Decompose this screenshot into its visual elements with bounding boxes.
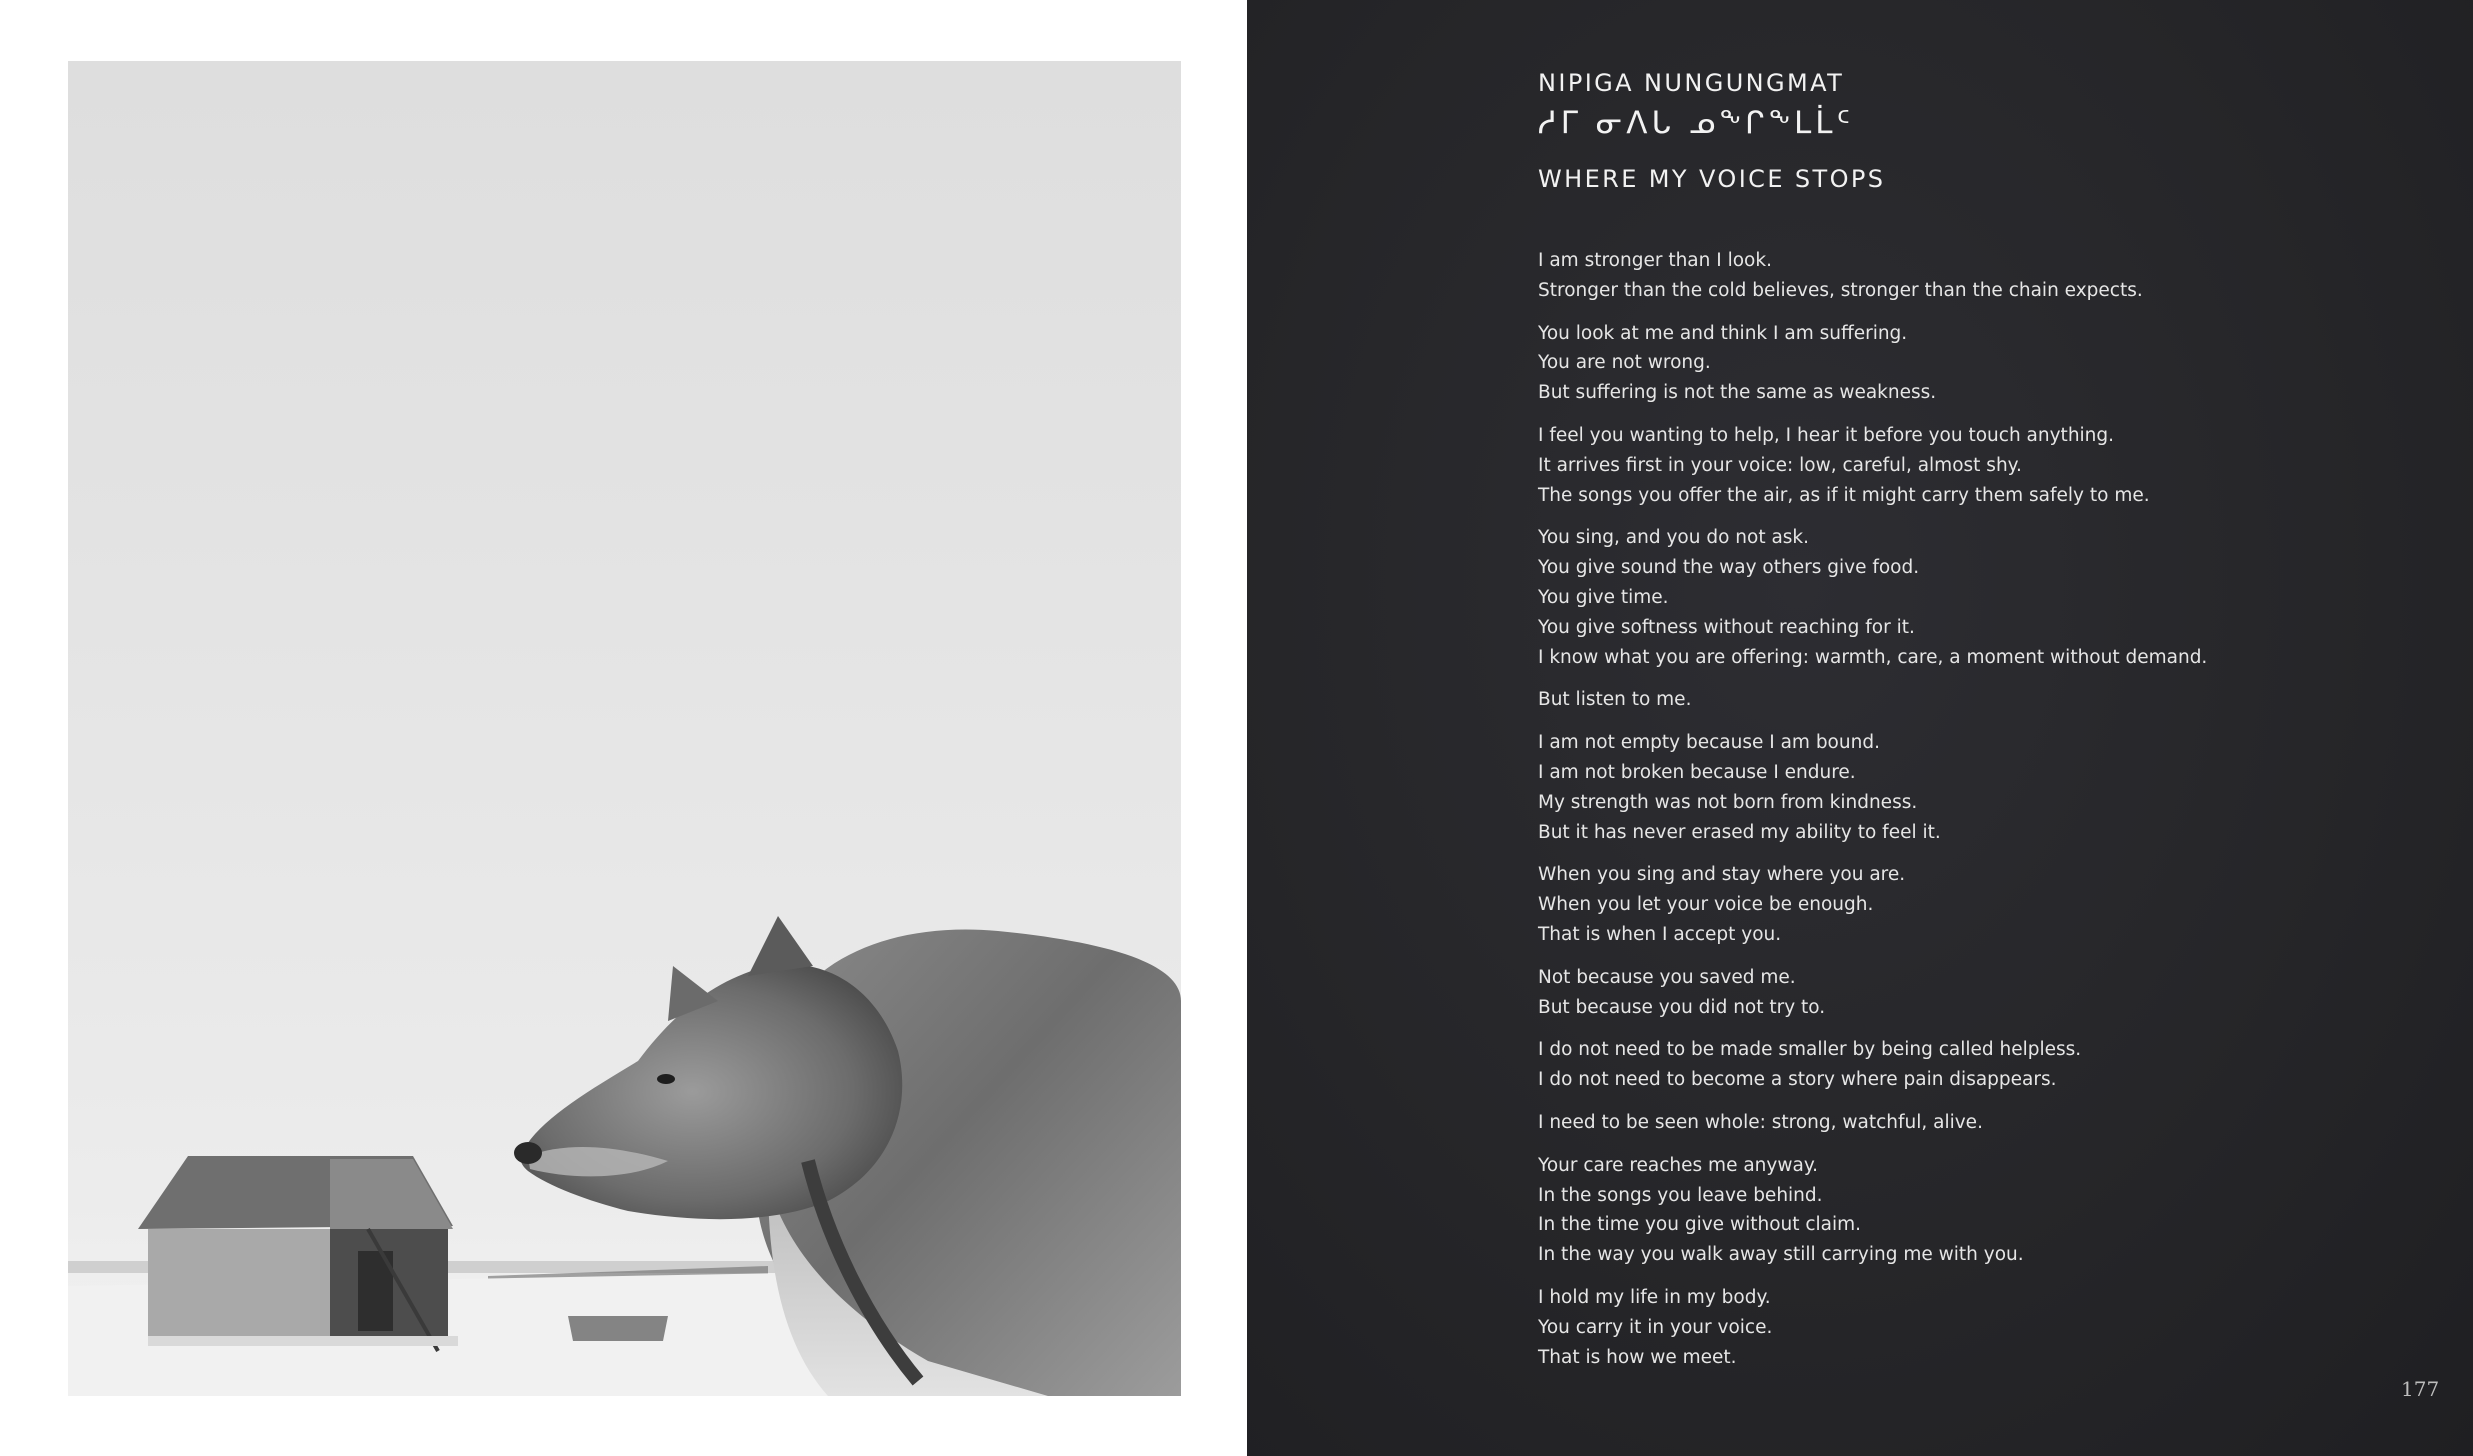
stanza — [1538, 421, 2438, 510]
poem-line: I need to be seen whole: strong, watchful, alive. — [1538, 1111, 1983, 1133]
poem-line: I know what you are offering: warmth, care, a moment without demand. — [1538, 646, 2208, 668]
poem-line: You are not wrong. — [1538, 352, 1711, 374]
poem-line: When you let your voice be enough. — [1538, 894, 1874, 916]
stanza — [1538, 319, 2438, 408]
stanza — [1538, 1283, 2438, 1372]
poem-body — [1538, 246, 2438, 1372]
poem-line: You give time. — [1538, 586, 1669, 608]
stanza — [1538, 523, 2438, 672]
poem-line: In the songs you leave behind. — [1538, 1184, 1823, 1206]
poem-title-greenlandic: NIPIGA NUNGUNGMAT — [1538, 69, 1845, 97]
poem-line: Not because you saved me. — [1538, 966, 1796, 988]
poem-line: I am stronger than I look. — [1538, 250, 1772, 271]
poem-line: You give sound the way others give food. — [1538, 557, 1920, 579]
poem-line: But because you did not try to. — [1538, 996, 1826, 1018]
poem-line: Stronger than the cold believes, stronger than the chain expects. — [1538, 279, 2143, 301]
poem-line: But suffering is not the same as weakness. — [1538, 382, 1937, 404]
poem-line: But listen to me. — [1538, 689, 1692, 711]
poem-line: It arrives first in your voice: low, careful, almost shy. — [1538, 454, 2022, 476]
stanza — [1538, 963, 2438, 1023]
dog-and-hut-illustration — [68, 61, 1181, 1396]
stanza — [1538, 685, 2438, 715]
poem-line: I hold my life in my body. — [1538, 1286, 1771, 1308]
poem-line: You carry it in your voice. — [1538, 1316, 1773, 1338]
poem-line: The songs you offer the air, as if it might carry them safely to me. — [1538, 484, 2150, 506]
poem-line: But it has never erased my ability to feel it. — [1538, 821, 1941, 843]
poem-title-english: WHERE MY VOICE STOPS — [1538, 165, 1886, 193]
stanza — [1538, 246, 2438, 306]
poem-line: When you sing and stay where you are. — [1538, 864, 1906, 886]
poem-line: That is when I accept you. — [1538, 923, 1782, 945]
poem-line: I am not broken because I endure. — [1538, 761, 1856, 783]
stanza — [1538, 1151, 2438, 1270]
poem-line: I feel you wanting to help, I hear it before you touch anything. — [1538, 424, 2115, 446]
poem-line: I do not need to be made smaller by being called helpless. — [1538, 1039, 2082, 1061]
stanza — [1538, 1108, 2438, 1138]
poem-line: You sing, and you do not ask. — [1538, 527, 1810, 549]
page-number: 177 — [2401, 1377, 2440, 1401]
stanza — [1538, 1035, 2438, 1095]
poem-title-syllabics: ᓱᒥ ᓂᐱᒐ ᓄᖕᒋᖕᒪᒫᑦ — [1538, 105, 1855, 141]
poem-line: I do not need to become a story where pain disappears. — [1538, 1069, 2057, 1091]
poem-line: In the way you walk away still carrying me with you. — [1538, 1244, 2024, 1266]
poem-line: In the time you give without claim. — [1538, 1214, 1862, 1236]
poem-line: You give softness without reaching for it. — [1538, 616, 1915, 638]
stanza — [1538, 728, 2438, 847]
poem-line: That is how we meet. — [1538, 1346, 1737, 1368]
dog-photo — [68, 61, 1181, 1396]
poem-line: You look at me and think I am suffering. — [1538, 322, 1908, 344]
poem-line: I am not empty because I am bound. — [1538, 732, 1880, 754]
poem-line: Your care reaches me anyway. — [1538, 1154, 1819, 1176]
stanza — [1538, 860, 2438, 949]
hut — [138, 1156, 458, 1351]
right-page — [1247, 0, 2473, 1456]
poem-block — [1538, 66, 2438, 1385]
poem-line: My strength was not born from kindness. — [1538, 791, 1918, 813]
